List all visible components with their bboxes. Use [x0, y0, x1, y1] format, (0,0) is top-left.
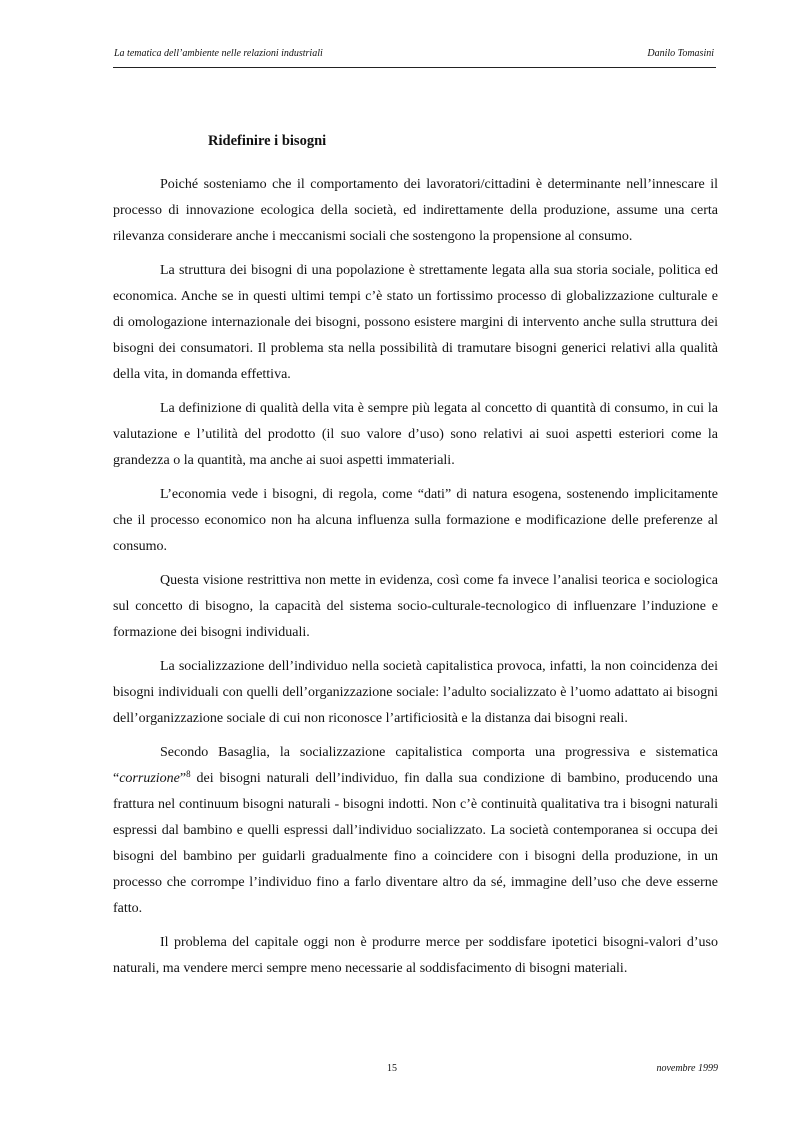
- paragraph-basaglia: [113, 740, 718, 922]
- paragraph: La socializzazione dell’individuo nella società capitalistica provoca, infatti, la non coincidenza dei bisogni individuali con quelli dell’organizzazione sociale: l’adulto socializzato è l’uomo adattato ai bisogni dell’organizzazione sociale di cui non riconosce l’artificiosità e la distanza dai bisogni reali.: [113, 659, 718, 726]
- paragraph: La struttura dei bisogni di una popolazione è strettamente legata alla sua storia sociale, politica ed economica. Anche se in questi ultimi tempi c’è stato un fortissimo processo di globalizzazione culturale e di omologazione internazionale dei bisogni, possono esistere margini di intervento anche sulla struttura dei bisogni dei consumatori. Il problema sta nella possibilità di tramutare bisogni generici relativi alla qualità della vita, in domanda effettiva.: [113, 263, 718, 382]
- footer-date: novembre 1999: [656, 1063, 718, 1074]
- header-author: Danilo Tomasini: [647, 48, 714, 59]
- quote-close: ”: [179, 771, 187, 786]
- italic-term: corruzione: [119, 771, 180, 786]
- page-number: 15: [387, 1063, 397, 1074]
- paragraph-lead: Secondo Basaglia, la socializzazione capitalistica comporta una progressiva e sistematica “: [113, 745, 718, 786]
- page-header: [113, 46, 716, 68]
- paragraph: L’economia vede i bisogni, di regola, come “dati” di natura esogena, sostenendo implicitamente che il processo economico non ha alcuna influenza sulla formazione e modificazione delle preferenze al consumo.: [113, 487, 718, 554]
- page-footer: [113, 1063, 718, 1077]
- paragraph: Questa visione restrittiva non mette in evidenza, così come fa invece l’analisi teorica e sociologica sul concetto di bisogno, la capacità del sistema socio-culturale-tecnologico di influenzare l’induzione e formazione dei bisogni individuali.: [113, 573, 718, 640]
- paragraph: Poiché sosteniamo che il comportamento dei lavoratori/cittadini è determinante nell’innescare il processo di innovazione ecologica della società, ed indirettamente della produzione, assume una certa rilevanza considerare anche i meccanismi sociali che sostengono la propensione al consumo.: [113, 177, 718, 244]
- paragraph: La definizione di qualità della vita è sempre più legata al concetto di quantità di consumo, in cui la valutazione e l’utilità del prodotto (il suo valore d’uso) sono relativi ai suoi aspetti esteriori come la grandezza o la quantità, ma anche ai suoi aspetti immateriali.: [113, 401, 718, 468]
- paragraph-rest: dei bisogni naturali dell’individuo, fin dalla sua condizione di bambino, producendo una frattura nel continuum bisogni naturali - bisogni indotti. Non c’è continuità qualitativa tra i bisogni naturali espressi dal bambino e quelli espressi dall’individuo socializzato. La società contemporanea si occupa dei bisogni del bambino per guidarli gradualmente fino a coincidere con i bisogni della produzione, in un processo che corrompe l’individuo fino a farlo diventare altro da sé, immagine dell’uso che deve esserne fatto.: [113, 771, 718, 916]
- paragraph: Il problema del capitale oggi non è produrre merce per soddisfare ipotetici bisogni-valori d’uso naturali, ma vendere merci sempre meno necessarie al soddisfacimento di bisogni materiali.: [113, 935, 718, 976]
- header-title: La tematica dell’ambiente nelle relazioni industriali: [114, 48, 323, 59]
- footnote-ref[interactable]: 8: [186, 769, 191, 779]
- section-title: Ridefinire i bisogni: [208, 133, 327, 149]
- body-text: [113, 172, 718, 990]
